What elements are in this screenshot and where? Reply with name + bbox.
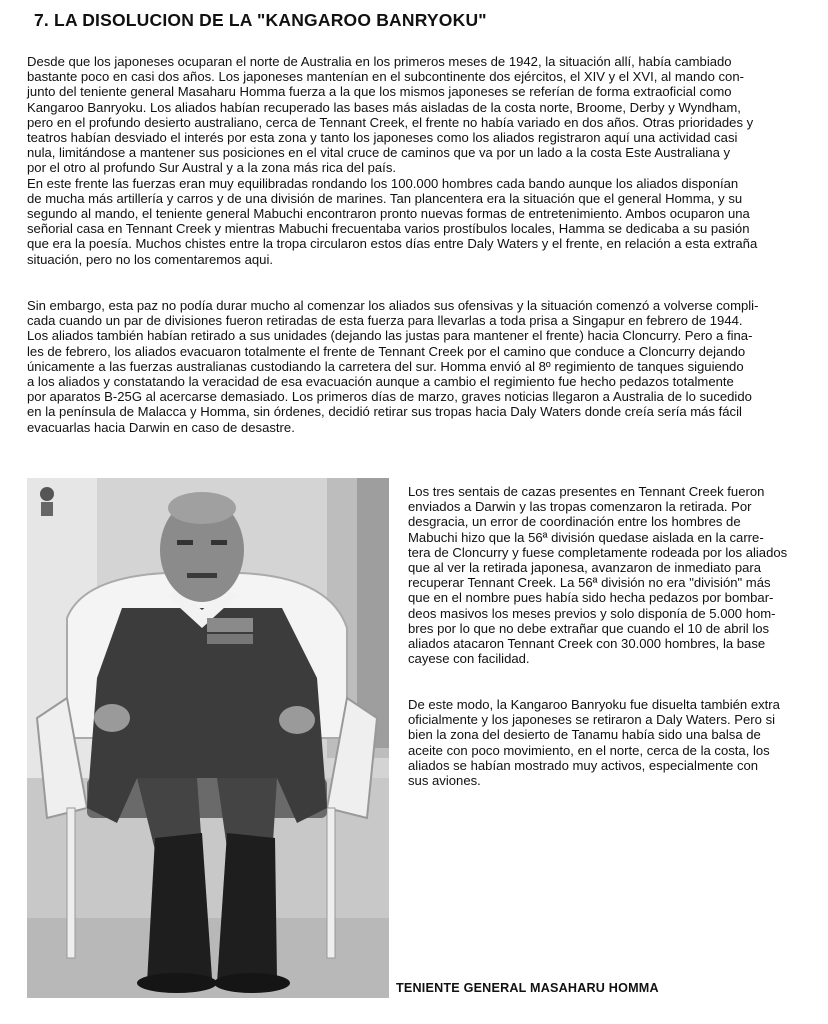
side-paragraph: De este modo, la Kangaroo Banryoku fue disuelta también extra oficialmente y los japoneses se retiraron a Daly Waters. Pero si bien la zona del desierto de Tanamu había sido una balsa de aceite con poco movimiento, en el norte, cerca de la costa, los aliados se habían mostrado muy activos, especialmente con sus aviones. bbox=[408, 697, 780, 789]
body-paragraph: Sin embargo, esta paz no podía durar mucho al comenzar los aliados sus ofensivas y la situación comenzó a volverse compli- cada cuando un par de divisiones fueron retiradas de esta fuerza para llevarlas a toda prisa a Singapur en febrero de 1944. Los aliados también habían retirado a sus unidades (dejando las justas para mantener el frente) hacia Cloncurry. Pero a fina- les de febrero, los aliados evacuaron totalmente el frente de Tennant Creek por el camino que conduce a Cloncurry dejando únicamente a las fuerzas australianas custodiando la carretera del sur. Homma envió al 8º regimiento de tanques siguiendo a los aliados y constatando la veracidad de esa evacuación aunque a cambio el regimiento fue hecho pedazos totalmente por aparatos B-25G al acercarse demasiado. Los primeros días de marzo, graves noticias llegaron a Australia de lo sucedido en la península de Malacca y Homma, sin órdenes, decidió retirar sus tropas hacia Daly Waters donde creía sería más fácil evacuarlas hacia Darwin en caso de desastre. bbox=[27, 298, 759, 435]
portrait-photo bbox=[27, 478, 389, 998]
page-title: 7. LA DISOLUCION DE LA "KANGAROO BANRYOKU" bbox=[34, 10, 487, 30]
photo-caption: TENIENTE GENERAL MASAHARU HOMMA bbox=[396, 981, 659, 995]
body-paragraph: Desde que los japoneses ocuparan el norte de Australia en los primeros meses de 1942, la situación allí, había cambiado bastante poco en casi dos años. Los japoneses mantenían en el subcontinente dos ejércitos, el XIV y el XVI, al mando con- junto del teniente general Masaharu Homma fuerza a la que los mismos japoneses se referían de forma extraoficial como Kangaroo Banryoku. Los aliados habían recuperado las bases más aisladas de la costa norte, Broome, Derby y Wyndham, pero en el profundo desierto australiano, cerca de Tennant Creek, el frente no había variado en dos años. Otras prioridades y teatros habían desviado el interés por esta zona y tanto los japoneses como los aliados registraron aquí una actividad casi nula, limitándose a mantener sus posiciones en el vital cruce de caminos que va por un lado a la costa Este Australiana y por el otro al profundo Sur Austral y a la zona más rica del país. En este frente las fuerzas eran muy equilibradas rondando los 100.000 hombres cada bando aunque los aliados disponían de mucha más artillería y carros y de una división de marines. Tan plancentera era la situación que el general Homma, y su segundo al mando, el teniente general Mabuchi encontraron pronto nuevas formas de entretenimiento. Ambos ocuparon una señorial casa en Tennant Creek y mientras Mabuchi frecuentaba varios prostíbulos locales, Hamma se dedicaba a su pasión que era la poesía. Muchos chistes entre la tropa circularon estos días entre Daly Waters y el frente, en relación a esta extraña situación, pero no los comentaremos aqui. bbox=[27, 54, 758, 267]
side-paragraph: Los tres sentais de cazas presentes en Tennant Creek fueron enviados a Darwin y las tropas comenzaron la retirada. Por desgracia, un error de coordinación entre los hombres de Mabuchi hizo que la 56ª división quedase aislada en la carre- tera de Cloncurry y fuese completamente rodeada por los aliados que al ver la retirada japonesa, avanzaron de inmediato para recuperar Tennant Creek. La 56ª división no era "división" más que en el nombre pues había sido hecha pedazos por bombar- deos masivos los meses previos y solo disponía de 5.000 hom- bres por lo que no debe extrañar que cuando el 10 de abril los aliados atacaron Tennant Creek con 30.000 hombres, la base cayese con facilidad. bbox=[408, 484, 788, 667]
